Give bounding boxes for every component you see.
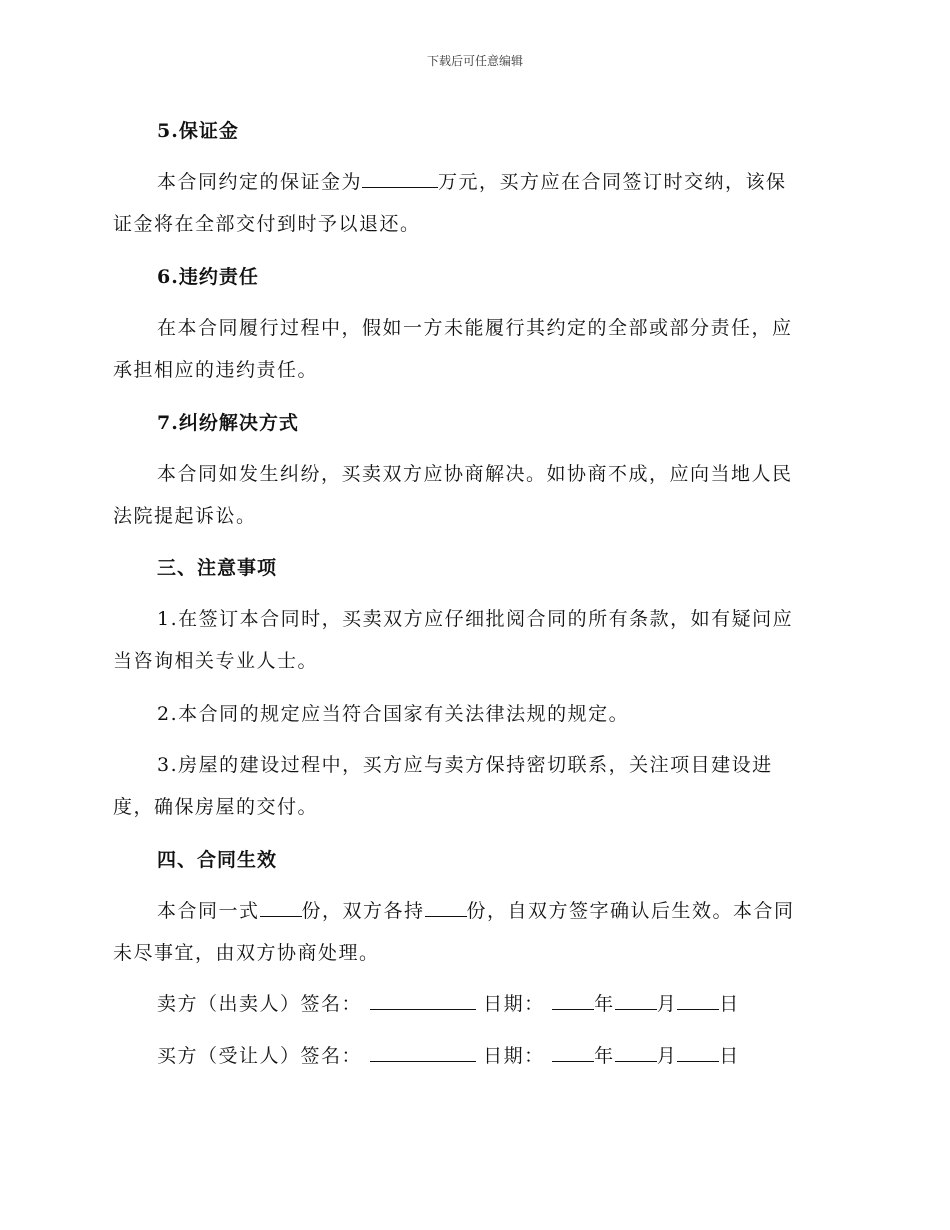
section-title-breach: 6.违约责任 — [157, 266, 259, 288]
buyer-year-label: 年 — [594, 1045, 615, 1067]
notes-item-3-line-1: 3.房屋的建设过程中，买方应与卖方保持密切联系，关注项目建设进 — [157, 754, 773, 776]
deposit-line-2: 证金将在全部交付到时予以退还。 — [113, 213, 421, 235]
buyer-day-blank — [677, 1045, 719, 1062]
deposit-line-1 — [157, 167, 787, 194]
notes-item-2: 2.本合同的规定应当符合国家有关法律法规的规定。 — [157, 703, 630, 725]
buyer-signature-label: 买方（受让人）签名： — [157, 1045, 363, 1067]
section-title-notes: 三、注意事项 — [157, 557, 278, 579]
seller-day-label: 日 — [719, 993, 740, 1015]
seller-signature-label: 卖方（出卖人）签名： — [157, 993, 363, 1015]
notes-item-1-line-2: 当咨询相关专业人士。 — [113, 650, 319, 672]
deposit-text-b: 万元，买方应在合同签订时交纳，该保 — [438, 171, 787, 193]
seller-day-blank — [677, 993, 719, 1010]
dispute-line-1: 本合同如发生纠纷，买卖双方应协商解决。如协商不成，应向当地人民 — [157, 463, 793, 485]
seller-signature-blank — [370, 993, 476, 1010]
page-header: 下载后可任意编辑 — [426, 54, 523, 68]
buyer-signature-line — [157, 1041, 740, 1068]
breach-line-1: 在本合同履行过程中，假如一方未能履行其约定的全部或部分责任，应 — [157, 317, 793, 339]
buyer-day-label: 日 — [719, 1045, 740, 1067]
effect-line-2: 未尽事宜，由双方协商处理。 — [113, 942, 380, 964]
breach-line-2: 承担相应的违约责任。 — [113, 359, 319, 381]
section-title-dispute: 7.纠纷解决方式 — [157, 412, 299, 434]
notes-item-3-line-2: 度，确保房屋的交付。 — [113, 796, 319, 818]
effect-text-b: 份，双方各持 — [301, 900, 425, 922]
notes-item-1-line-1: 1.在签订本合同时，买卖双方应仔细批阅合同的所有条款，如有疑问应 — [157, 608, 794, 630]
seller-date-label: 日期： — [483, 993, 545, 1015]
section-title-deposit: 5.保证金 — [157, 120, 239, 142]
dispute-line-2: 法院提起诉讼。 — [113, 505, 257, 527]
copies-each-blank — [425, 900, 467, 917]
effect-line-1 — [157, 896, 795, 923]
buyer-month-blank — [615, 1045, 657, 1062]
buyer-month-label: 月 — [656, 1045, 678, 1067]
seller-month-blank — [615, 993, 657, 1010]
seller-signature-line — [157, 989, 740, 1016]
deposit-amount-blank — [362, 171, 438, 188]
buyer-year-blank — [552, 1045, 594, 1062]
effect-text-a: 本合同一式 — [157, 900, 260, 922]
deposit-text-a: 本合同约定的保证金为 — [157, 171, 363, 193]
seller-year-blank — [552, 993, 594, 1010]
section-title-effect: 四、合同生效 — [157, 849, 278, 871]
copies-total-blank — [260, 900, 302, 917]
buyer-signature-blank — [370, 1045, 476, 1062]
seller-month-label: 月 — [656, 993, 678, 1015]
buyer-date-label: 日期： — [483, 1045, 545, 1067]
effect-text-c: 份，自双方签字确认后生效。本合同 — [466, 900, 795, 922]
seller-year-label: 年 — [594, 993, 615, 1015]
